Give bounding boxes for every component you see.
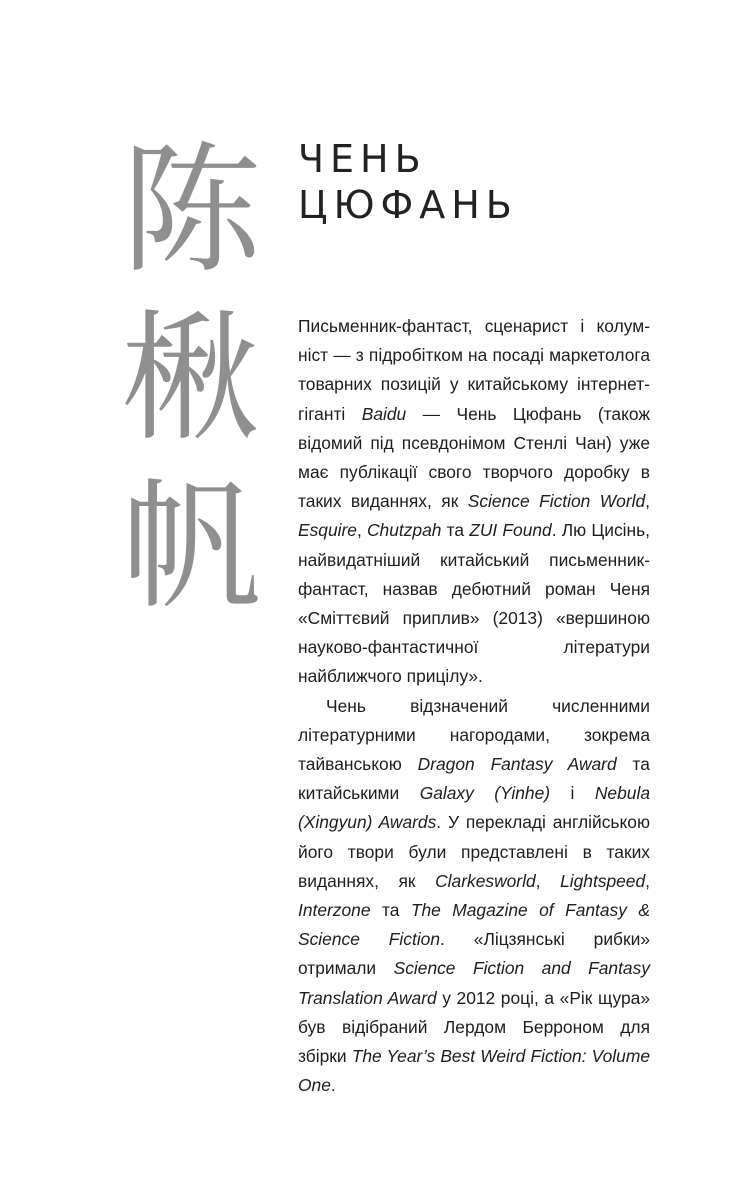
italic-title: Nebula (Xingyun) Awards [298, 783, 650, 833]
text-run: . «Ліцзянські рибки» отримали [298, 929, 651, 979]
text-run: , [535, 870, 561, 891]
italic-title: Dragon Fantasy Award [417, 754, 617, 775]
italic-title: Baidu [361, 403, 407, 424]
text-run: , [356, 520, 367, 541]
text-run: та [441, 520, 470, 541]
text-run: . Лю Цисінь, найвидатніший китайський письменник-фантаст, назвав дебютний роман Ченя «Сміттєвий приплив» (2013) «вершиною науково-фантастичної літератури найближчого прицілу». [298, 520, 651, 687]
text-run: . У перекладі англійською його твори були представлені в таких виданнях, як [298, 812, 650, 891]
italic-title: Science Fiction World [467, 491, 646, 512]
title-second-line: ЦЮФАНЬ [298, 183, 518, 227]
text-run: . [330, 1075, 336, 1096]
chinese-name-column [116, 128, 266, 632]
bio-paragraph-2 [298, 692, 650, 1101]
hanzi-char-fan: 帆 [120, 466, 261, 629]
text-run: , [645, 491, 651, 512]
bio-paragraph-1 [298, 312, 650, 692]
text-run: і [550, 783, 595, 804]
italic-title: Clarkesworld [435, 870, 536, 891]
text-run: та [370, 900, 411, 921]
italic-title: ZUI Found [469, 520, 552, 541]
title-first-line: ЧЕНЬ [298, 137, 427, 181]
italic-title: The Magazine of Fantasy & Science Fiction [298, 900, 650, 950]
text-run: та китайськими [298, 754, 650, 804]
text-run: Чень відзначений численними літературними нагородами, зокрема тайванською [298, 695, 650, 775]
italic-title: Galaxy (Yinhe) [419, 783, 551, 804]
hanzi-char-chen: 陈 [120, 130, 261, 293]
text-run: — Чень Цюфань (також відомий під псевдонімом Стенлі Чан) уже має публікації свого творчого доробку в таких виданнях, як [298, 403, 650, 512]
italic-title: The Year’s Best Weird Fiction: Volume One [298, 1046, 650, 1096]
italic-title: Esquire [298, 520, 357, 541]
hanzi-char-qiu: 楸 [120, 298, 261, 461]
author-biography [298, 312, 650, 1100]
author-name-title [298, 136, 518, 228]
text-run: Письменник-фантаст, сценарист і колумніст — з підробітком на посаді маркетолога товарних позицій у китайському інтернет-гіганті [298, 316, 650, 424]
italic-title: Interzone [298, 900, 371, 921]
italic-title: Chutzpah [366, 520, 442, 541]
italic-title: Science Fiction and Fantasy Translation Award [298, 958, 650, 1008]
text-run: , [645, 870, 650, 891]
text-run: у 2012 році, а «Рік щура» був відібраний Лердом Берроном для збірки [298, 987, 650, 1067]
italic-title: Lightspeed [560, 870, 646, 891]
